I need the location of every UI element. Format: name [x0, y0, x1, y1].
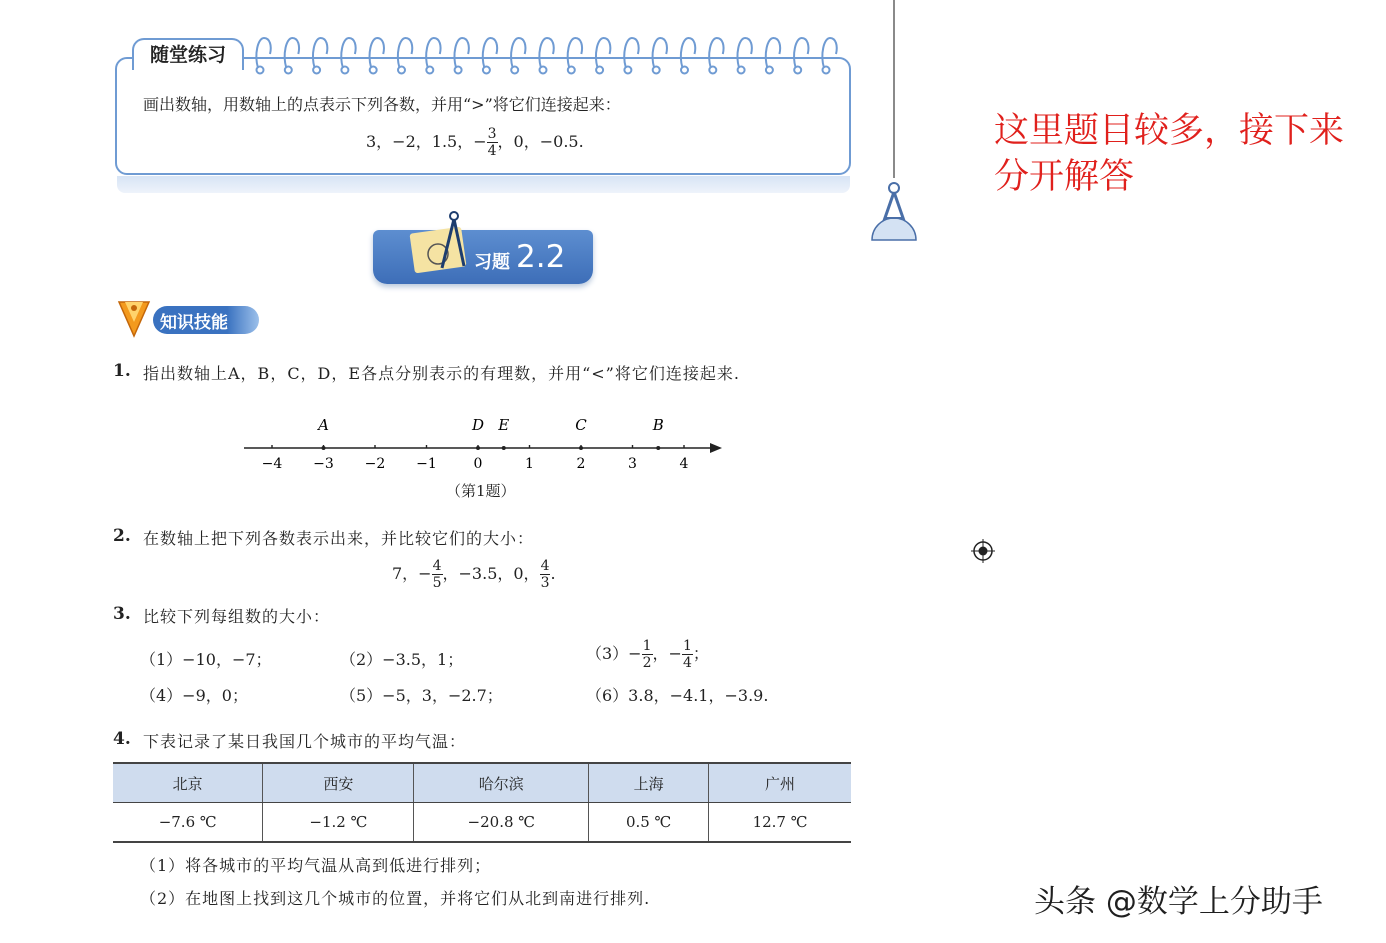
crosshair-icon [971, 539, 995, 563]
table-row [113, 803, 851, 843]
q3-part-3-end: ； [692, 644, 709, 663]
number-line-point-label: E [498, 416, 510, 434]
fraction-denominator: 2 [642, 655, 652, 671]
number-line-tick-label: −4 [261, 456, 283, 472]
q3-part-3-prefix: （3）− [586, 644, 642, 663]
number-line-point [656, 446, 660, 450]
q3-part-3 [586, 638, 709, 671]
annotation-note [994, 108, 1374, 200]
q3-part-3-mid: ，− [652, 644, 682, 663]
spiral-binding-icon [252, 30, 842, 80]
number-line-tick-label: −3 [313, 456, 334, 472]
fraction-numerator: 4 [432, 558, 442, 574]
watermark: 头条 @数学上分助手 [1034, 884, 1323, 920]
number-line [240, 410, 730, 480]
practice-instruction: 画出数轴，用数轴上的点表示下列各数，并用“>”将它们连接起来： [143, 95, 621, 114]
fraction-numerator: 3 [487, 126, 497, 142]
fraction-denominator: 4 [682, 655, 692, 671]
q3-part-6: （6）3.8，−4.1，−3.9. [586, 686, 769, 705]
pencil-badge-icon [117, 296, 151, 338]
q4-text: 下表记录了某日我国几个城市的平均气温： [143, 732, 467, 751]
protractor-compass-icon [866, 178, 922, 246]
number-line-arrow [710, 443, 722, 453]
q3-part-1: （1）−10，−7； [140, 650, 272, 669]
compass-icon [408, 208, 472, 274]
q3-text: 比较下列每组数的大小： [143, 607, 331, 626]
practice-fraction [487, 126, 498, 159]
number-line-tick-label: 4 [679, 456, 689, 472]
table-cell: 0.5 ℃ [589, 803, 709, 843]
q4-sub-1: （1）将各城市的平均气温从高到低进行排列； [140, 856, 492, 875]
q2-number: 2. [113, 526, 131, 546]
number-line-point [502, 446, 506, 450]
q3-fraction-2 [682, 638, 693, 671]
number-line-point [476, 446, 480, 450]
q3-number: 3. [113, 604, 131, 624]
fraction-numerator: 1 [682, 638, 692, 654]
practice-tab: 随堂练习 [132, 38, 244, 70]
practice-numbers-prefix: 3，−2，1.5，− [366, 132, 487, 151]
fraction-numerator: 1 [642, 638, 652, 654]
annotation-line-2: 分开解答 [994, 157, 1135, 197]
q2-fraction-1 [432, 558, 443, 591]
annotation-line-1: 这里题目较多，接下来 [994, 111, 1345, 151]
table-header-cell: 西安 [263, 763, 414, 803]
q2-prefix: 7，− [392, 564, 432, 583]
q3-part-4: （4）−9，0； [140, 686, 248, 705]
table-cell: −7.6 ℃ [113, 803, 263, 843]
number-line-tick-label: 1 [525, 456, 534, 472]
number-line-point-label: A [318, 416, 329, 434]
fraction-denominator: 3 [540, 575, 550, 591]
number-line-tick-label: 2 [576, 456, 586, 472]
number-line-tick-label: 3 [628, 456, 637, 472]
table-header-cell: 广州 [709, 763, 851, 803]
section-label: 知识技能 [160, 313, 228, 333]
fraction-numerator: 4 [540, 558, 550, 574]
number-line-point-label: B [652, 416, 664, 434]
q3-fraction-1 [642, 638, 653, 671]
number-line-point [322, 446, 326, 450]
number-line-point [579, 446, 583, 450]
number-line-point-label: C [575, 416, 587, 434]
exercise-label: 习题 [474, 252, 510, 273]
table-header-row [113, 763, 851, 803]
table-header-cell: 上海 [589, 763, 709, 803]
q2-end: . [550, 564, 556, 583]
q1-text: 指出数轴上A，B，C，D，E各点分别表示的有理数，并用“<”将它们连接起来. [143, 364, 740, 383]
fraction-denominator: 5 [432, 575, 442, 591]
table-cell: −20.8 ℃ [414, 803, 589, 843]
vertical-divider [893, 0, 895, 178]
number-line-tick-label: −1 [416, 456, 437, 472]
q2-middle: ，−3.5，0， [442, 564, 540, 583]
table-cell: 12.7 ℃ [709, 803, 851, 843]
q2-fraction-2 [540, 558, 551, 591]
q4-number: 4. [113, 729, 131, 749]
q1-caption: （第1题） [446, 482, 516, 500]
practice-numbers [366, 126, 584, 159]
q2-numbers [392, 558, 556, 591]
practice-numbers-suffix: ，0，−0.5. [497, 132, 584, 151]
fraction-denominator: 4 [487, 143, 497, 159]
table-cell: −1.2 ℃ [263, 803, 414, 843]
temperature-table [113, 762, 851, 843]
q1-number: 1. [113, 361, 131, 381]
table-header-cell: 哈尔滨 [414, 763, 589, 803]
number-line-tick-label: 0 [473, 456, 483, 472]
practice-box-shadow [117, 176, 850, 193]
exercise-number: 2.2 [516, 239, 566, 275]
number-line-point-label: D [471, 416, 485, 434]
q3-part-2: （2）−3.5，1； [340, 650, 464, 669]
q4-sub-2: （2）在地图上找到这几个城市的位置，并将它们从北到南进行排列. [140, 889, 651, 908]
q2-text: 在数轴上把下列各数表示出来，并比较它们的大小： [143, 529, 535, 548]
q3-part-5: （5）−5，3，−2.7； [340, 686, 503, 705]
table-header-cell: 北京 [113, 763, 263, 803]
number-line-tick-label: −2 [364, 456, 386, 472]
